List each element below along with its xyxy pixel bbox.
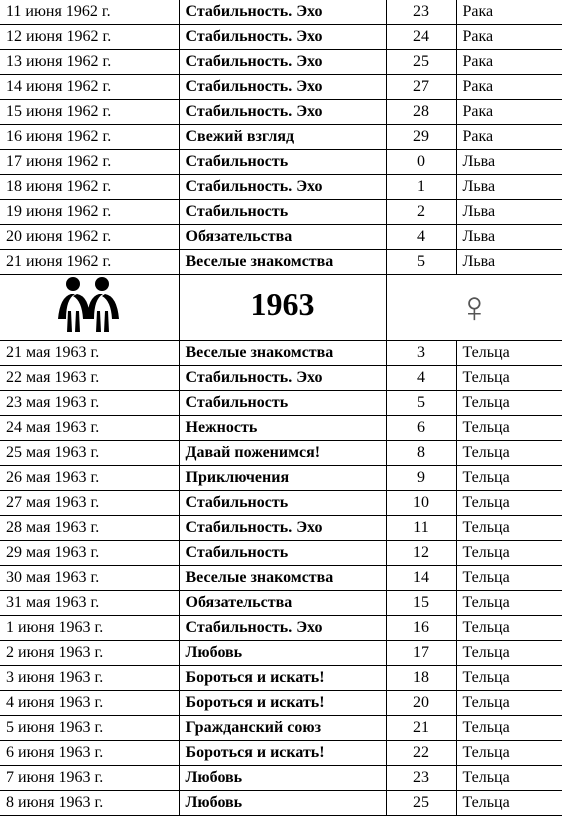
degree-cell: 21 <box>386 716 456 741</box>
table-row <box>0 225 562 250</box>
sign-cell: Рака <box>456 100 562 125</box>
date-cell: 21 июня 1962 г. <box>0 250 179 275</box>
degree-cell: 23 <box>386 766 456 791</box>
theme-cell: Веселые знакомства <box>179 250 386 275</box>
theme-cell: Стабильность <box>179 491 386 516</box>
table-row <box>0 591 562 616</box>
degree-cell: 24 <box>386 25 456 50</box>
table-row <box>0 616 562 641</box>
date-cell: 27 мая 1963 г. <box>0 491 179 516</box>
table-section-1962 <box>0 0 562 275</box>
table-row <box>0 691 562 716</box>
degree-cell: 4 <box>386 366 456 391</box>
sign-cell: Тельца <box>456 516 562 541</box>
sign-cell: Тельца <box>456 566 562 591</box>
table-row <box>0 175 562 200</box>
theme-cell: Свежий взгляд <box>179 125 386 150</box>
venus-icon: ♀ <box>457 282 491 332</box>
table-section-1963 <box>0 341 562 816</box>
date-cell: 29 мая 1963 г. <box>0 541 179 566</box>
theme-cell: Стабильность. Эхо <box>179 516 386 541</box>
theme-cell: Давай поженимся! <box>179 441 386 466</box>
table-row <box>0 25 562 50</box>
sign-cell: Льва <box>456 225 562 250</box>
theme-cell: Бороться и искать! <box>179 741 386 766</box>
sign-cell: Тельца <box>456 541 562 566</box>
year-header-section <box>0 275 562 341</box>
gemini-twins-icon <box>57 275 121 333</box>
date-cell: 26 мая 1963 г. <box>0 466 179 491</box>
degree-cell: 17 <box>386 641 456 666</box>
date-cell: 14 июня 1962 г. <box>0 75 179 100</box>
table-row <box>0 0 562 25</box>
date-cell: 1 июня 1963 г. <box>0 616 179 641</box>
degree-cell: 8 <box>386 441 456 466</box>
table-row <box>0 466 562 491</box>
table-row <box>0 491 562 516</box>
table-row <box>0 125 562 150</box>
sign-cell: Тельца <box>456 716 562 741</box>
sign-cell: Тельца <box>456 616 562 641</box>
theme-cell: Любовь <box>179 766 386 791</box>
sign-cell: Тельца <box>456 466 562 491</box>
theme-cell: Стабильность. Эхо <box>179 0 386 25</box>
table-row <box>0 100 562 125</box>
date-cell: 22 мая 1963 г. <box>0 366 179 391</box>
year-label: 1963 <box>250 286 315 322</box>
table-row <box>0 741 562 766</box>
date-cell: 19 июня 1962 г. <box>0 200 179 225</box>
date-cell: 17 июня 1962 г. <box>0 150 179 175</box>
date-cell: 3 июня 1963 г. <box>0 666 179 691</box>
table-row <box>0 341 562 366</box>
degree-cell: 12 <box>386 541 456 566</box>
theme-cell: Любовь <box>179 641 386 666</box>
date-cell: 6 июня 1963 г. <box>0 741 179 766</box>
degree-cell: 25 <box>386 50 456 75</box>
sign-cell: Льва <box>456 200 562 225</box>
theme-cell: Приключения <box>179 466 386 491</box>
table-row <box>0 391 562 416</box>
table-row <box>0 541 562 566</box>
theme-cell: Стабильность. Эхо <box>179 75 386 100</box>
sign-cell: Тельца <box>456 741 562 766</box>
table-row <box>0 200 562 225</box>
date-cell: 8 июня 1963 г. <box>0 791 179 816</box>
degree-cell: 28 <box>386 100 456 125</box>
year-header-row <box>0 275 562 341</box>
sign-cell: Тельца <box>456 341 562 366</box>
zodiac-symbol-cell <box>0 275 179 341</box>
sign-cell: Тельца <box>456 641 562 666</box>
sign-cell: Рака <box>456 50 562 75</box>
theme-cell: Стабильность. Эхо <box>179 100 386 125</box>
sign-cell: Тельца <box>456 366 562 391</box>
degree-cell: 22 <box>386 741 456 766</box>
sign-cell: Рака <box>456 75 562 100</box>
date-cell: 13 июня 1962 г. <box>0 50 179 75</box>
degree-cell: 4 <box>386 225 456 250</box>
degree-cell: 5 <box>386 250 456 275</box>
table-row <box>0 416 562 441</box>
table-row <box>0 641 562 666</box>
date-cell: 28 мая 1963 г. <box>0 516 179 541</box>
table-row <box>0 150 562 175</box>
degree-cell: 25 <box>386 791 456 816</box>
table-row <box>0 75 562 100</box>
sign-cell: Тельца <box>456 416 562 441</box>
sign-cell: Тельца <box>456 491 562 516</box>
degree-cell: 5 <box>386 391 456 416</box>
sign-cell: Тельца <box>456 666 562 691</box>
table-row <box>0 441 562 466</box>
sign-cell: Рака <box>456 25 562 50</box>
theme-cell: Веселые знакомства <box>179 341 386 366</box>
sign-cell: Льва <box>456 175 562 200</box>
year-cell <box>179 275 386 341</box>
sign-cell: Рака <box>456 0 562 25</box>
degree-cell: 27 <box>386 75 456 100</box>
theme-cell: Веселые знакомства <box>179 566 386 591</box>
table-row <box>0 566 562 591</box>
date-cell: 5 июня 1963 г. <box>0 716 179 741</box>
degree-cell: 2 <box>386 200 456 225</box>
theme-cell: Стабильность. Эхо <box>179 25 386 50</box>
degree-cell: 18 <box>386 666 456 691</box>
sign-cell: Льва <box>456 150 562 175</box>
theme-cell: Стабильность. Эхо <box>179 175 386 200</box>
date-cell: 7 июня 1963 г. <box>0 766 179 791</box>
theme-cell: Стабильность. Эхо <box>179 50 386 75</box>
sign-cell: Рака <box>456 125 562 150</box>
date-cell: 11 июня 1962 г. <box>0 0 179 25</box>
table-row <box>0 666 562 691</box>
degree-cell: 10 <box>386 491 456 516</box>
table-row <box>0 716 562 741</box>
table-row <box>0 366 562 391</box>
theme-cell: Стабильность <box>179 541 386 566</box>
sign-cell: Тельца <box>456 791 562 816</box>
date-cell: 21 мая 1963 г. <box>0 341 179 366</box>
table-row <box>0 50 562 75</box>
date-cell: 12 июня 1962 г. <box>0 25 179 50</box>
sign-cell: Тельца <box>456 391 562 416</box>
table-row <box>0 250 562 275</box>
degree-cell: 14 <box>386 566 456 591</box>
degree-cell: 11 <box>386 516 456 541</box>
planet-symbol-cell <box>386 275 562 341</box>
theme-cell: Любовь <box>179 791 386 816</box>
sign-cell: Льва <box>456 250 562 275</box>
date-cell: 30 мая 1963 г. <box>0 566 179 591</box>
date-cell: 15 июня 1962 г. <box>0 100 179 125</box>
theme-cell: Стабильность <box>179 200 386 225</box>
date-cell: 24 мая 1963 г. <box>0 416 179 441</box>
date-cell: 23 мая 1963 г. <box>0 391 179 416</box>
degree-cell: 23 <box>386 0 456 25</box>
degree-cell: 20 <box>386 691 456 716</box>
sign-cell: Тельца <box>456 691 562 716</box>
degree-cell: 1 <box>386 175 456 200</box>
degree-cell: 6 <box>386 416 456 441</box>
table-row <box>0 766 562 791</box>
date-cell: 25 мая 1963 г. <box>0 441 179 466</box>
sign-cell: Тельца <box>456 766 562 791</box>
sign-cell: Тельца <box>456 591 562 616</box>
degree-cell: 0 <box>386 150 456 175</box>
table-row <box>0 791 562 816</box>
theme-cell: Нежность <box>179 416 386 441</box>
date-cell: 4 июня 1963 г. <box>0 691 179 716</box>
degree-cell: 15 <box>386 591 456 616</box>
theme-cell: Гражданский союз <box>179 716 386 741</box>
theme-cell: Стабильность <box>179 150 386 175</box>
theme-cell: Обязательства <box>179 225 386 250</box>
degree-cell: 3 <box>386 341 456 366</box>
table-row <box>0 516 562 541</box>
theme-cell: Обязательства <box>179 591 386 616</box>
date-cell: 20 июня 1962 г. <box>0 225 179 250</box>
date-cell: 16 июня 1962 г. <box>0 125 179 150</box>
degree-cell: 29 <box>386 125 456 150</box>
theme-cell: Стабильность. Эхо <box>179 366 386 391</box>
theme-cell: Стабильность <box>179 391 386 416</box>
date-cell: 31 мая 1963 г. <box>0 591 179 616</box>
theme-cell: Бороться и искать! <box>179 691 386 716</box>
theme-cell: Бороться и искать! <box>179 666 386 691</box>
degree-cell: 9 <box>386 466 456 491</box>
degree-cell: 16 <box>386 616 456 641</box>
theme-cell: Стабильность. Эхо <box>179 616 386 641</box>
date-cell: 2 июня 1963 г. <box>0 641 179 666</box>
sign-cell: Тельца <box>456 441 562 466</box>
date-cell: 18 июня 1962 г. <box>0 175 179 200</box>
